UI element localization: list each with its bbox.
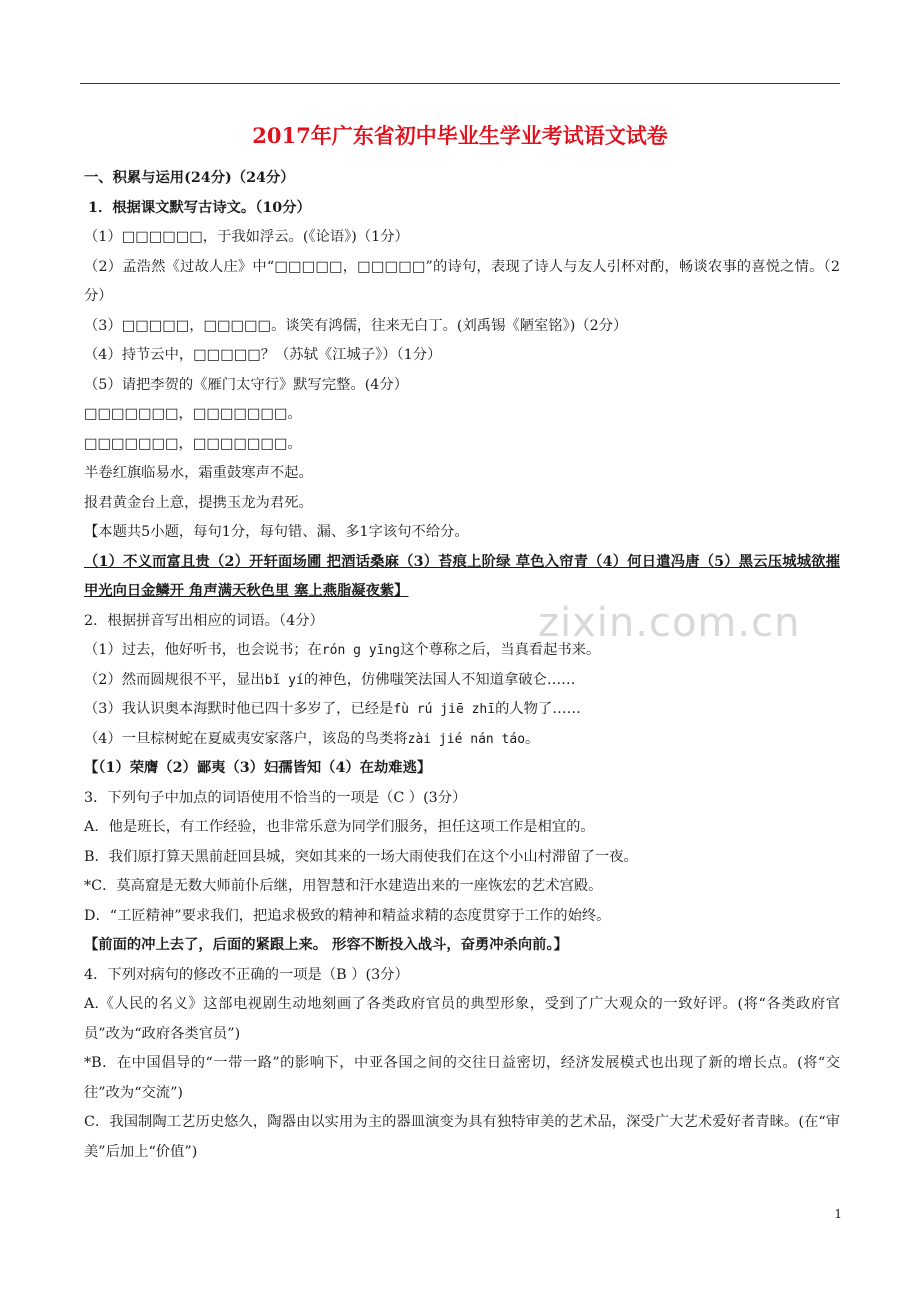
- pinyin-3: fù rú jiē zhī: [393, 702, 496, 717]
- q2-p3-text-a: （3）我认识奥本海默时他已四十多岁了，已经是: [84, 701, 394, 717]
- poem-line-1: □□□□□□□，□□□□□□□。: [84, 406, 302, 422]
- q2-p2-text-b: 的神色，仿佛嗤笑法国人不知道拿破仑……: [303, 671, 576, 688]
- question-2-answer: 【（1）荣膺（2）鄙夷（3）妇孺皆知（4）在劫难逃】: [84, 760, 432, 776]
- pinyin-1: rón g yīng: [321, 643, 401, 658]
- pinyin-2: bǐ yí: [264, 672, 304, 688]
- question-4-option-a: A.《人民的名义》这部电视剧生动地刻画了各类政府官员的典型形象，受到了广大观众的一致好评。(将“各类政府官员”改为“政府各类官员”): [84, 996, 840, 1042]
- q2-p4-text-b: 。: [525, 730, 540, 747]
- page-number: 1: [834, 1207, 842, 1221]
- q2-p2-text-a: （2）然而圆规很不平，显出: [84, 671, 265, 688]
- q2-p3-text-b: 的人物了……: [495, 701, 581, 717]
- question-2-part-2: [84, 666, 840, 696]
- question-4-option-b: *B．在中国倡导的“一带一路”的影响下，中亚各国之间的交往日益密切，经济发展模式也出现了新的增长点。(将“交往”改为“交流”): [84, 1055, 840, 1101]
- question-1-part-3: （3）□□□□□，□□□□□。谈笑有鸿儒，往来无白丁。(刘禹锡《陋室铭》)（2分）: [84, 317, 628, 334]
- question-3-option-b: B．我们原打算天黑前赶回县城，突如其来的一场大雨使我们在这个小山村滞留了一夜。: [84, 848, 638, 865]
- header-rule: [80, 83, 840, 84]
- q2-p1-text-b: 这个尊称之后，当真看起书来。: [400, 642, 601, 658]
- question-4-option-c: C．我国制陶工艺历史悠久，陶器由以实用为主的器皿演变为具有独特审美的艺术品，深受广大艺术爱好者青睐。(在“审美”后加上“价值”): [84, 1114, 840, 1160]
- question-3-option-a: A．他是班长，有工作经验，也非常乐意为同学们服务，担任这项工作是相宜的。: [84, 819, 595, 835]
- q2-p1-text-a: （1）过去，他好听书，也会说书；在: [84, 642, 322, 658]
- question-1-note: 【本题共5小题，每句1分，每句错、漏、多1字该句不给分。: [84, 524, 469, 540]
- question-1-part-1: （1）□□□□□□，于我如浮云。(《论语》)（1分）: [84, 229, 409, 245]
- section-heading: 一、积累与运用(24分)（24分）: [84, 170, 295, 186]
- watermark: zixin.com.cn: [538, 600, 801, 646]
- question-3-stem: 3．下列句子中加点的词语使用不恰当的一项是（C ）(3分）: [84, 789, 467, 806]
- poem-line-2: □□□□□□□，□□□□□□□。: [84, 435, 302, 452]
- question-3-answer: 【前面的冲上去了，后面的紧跟上来。 形容不断投入战斗，奋勇冲杀向前。】: [84, 937, 568, 953]
- question-2-part-4: [84, 725, 840, 755]
- poem-line-3: 半卷红旗临易水，霜重鼓寒声不起。: [84, 465, 313, 481]
- question-1-part-4: （4）持节云中，□□□□□？（苏轼《江城子》）（1分）: [84, 347, 442, 363]
- question-3-option-c: *C．莫高窟是无数大师前仆后继，用智慧和汗水建造出来的一座恢宏的艺术宫殿。: [84, 878, 603, 894]
- document-body: [84, 164, 840, 1167]
- question-1-part-5: （5）请把李贺的《雁门太守行》默写完整。(4分）: [84, 376, 409, 393]
- question-1-stem: 1．根据课文默写古诗文。（10分）: [88, 199, 311, 216]
- pinyin-4: zài jié nán táo: [407, 731, 526, 747]
- question-1-answer: （1）不义而富且贵（2）开轩面场圃 把酒话桑麻（3）苔痕上阶绿 草色入帘青（4）何日遣冯唐（5）黑云压城城欲摧 甲光向日金鳞开 角声满天秋色里 塞上燕脂凝夜紫】: [84, 553, 840, 599]
- page-title: 2017年广东省初中毕业生学业考试语文试卷: [252, 123, 668, 148]
- question-4-stem: 4．下列对病句的修改不正确的一项是（B ）(3分）: [84, 966, 409, 983]
- question-1-part-2: （2）孟浩然《过故人庄》中“□□□□□，□□□□□”的诗句，表现了诗人与友人引杯对酌，畅谈农事的喜悦之情。（2分）: [84, 258, 840, 304]
- q2-p4-text-a: （4）一旦棕树蛇在夏威夷安家落户，该岛的鸟类将: [84, 730, 408, 747]
- question-2-part-3: [84, 695, 840, 725]
- question-3-option-d: D．“工匠精神”要求我们，把追求极致的精神和精益求精的态度贯穿于工作的始终。: [84, 907, 611, 924]
- question-2-part-1: [84, 636, 840, 666]
- poem-line-4: 报君黄金台上意，提携玉龙为君死。: [84, 494, 313, 511]
- question-2-stem: 2．根据拼音写出相应的词语。（4分）: [84, 612, 324, 629]
